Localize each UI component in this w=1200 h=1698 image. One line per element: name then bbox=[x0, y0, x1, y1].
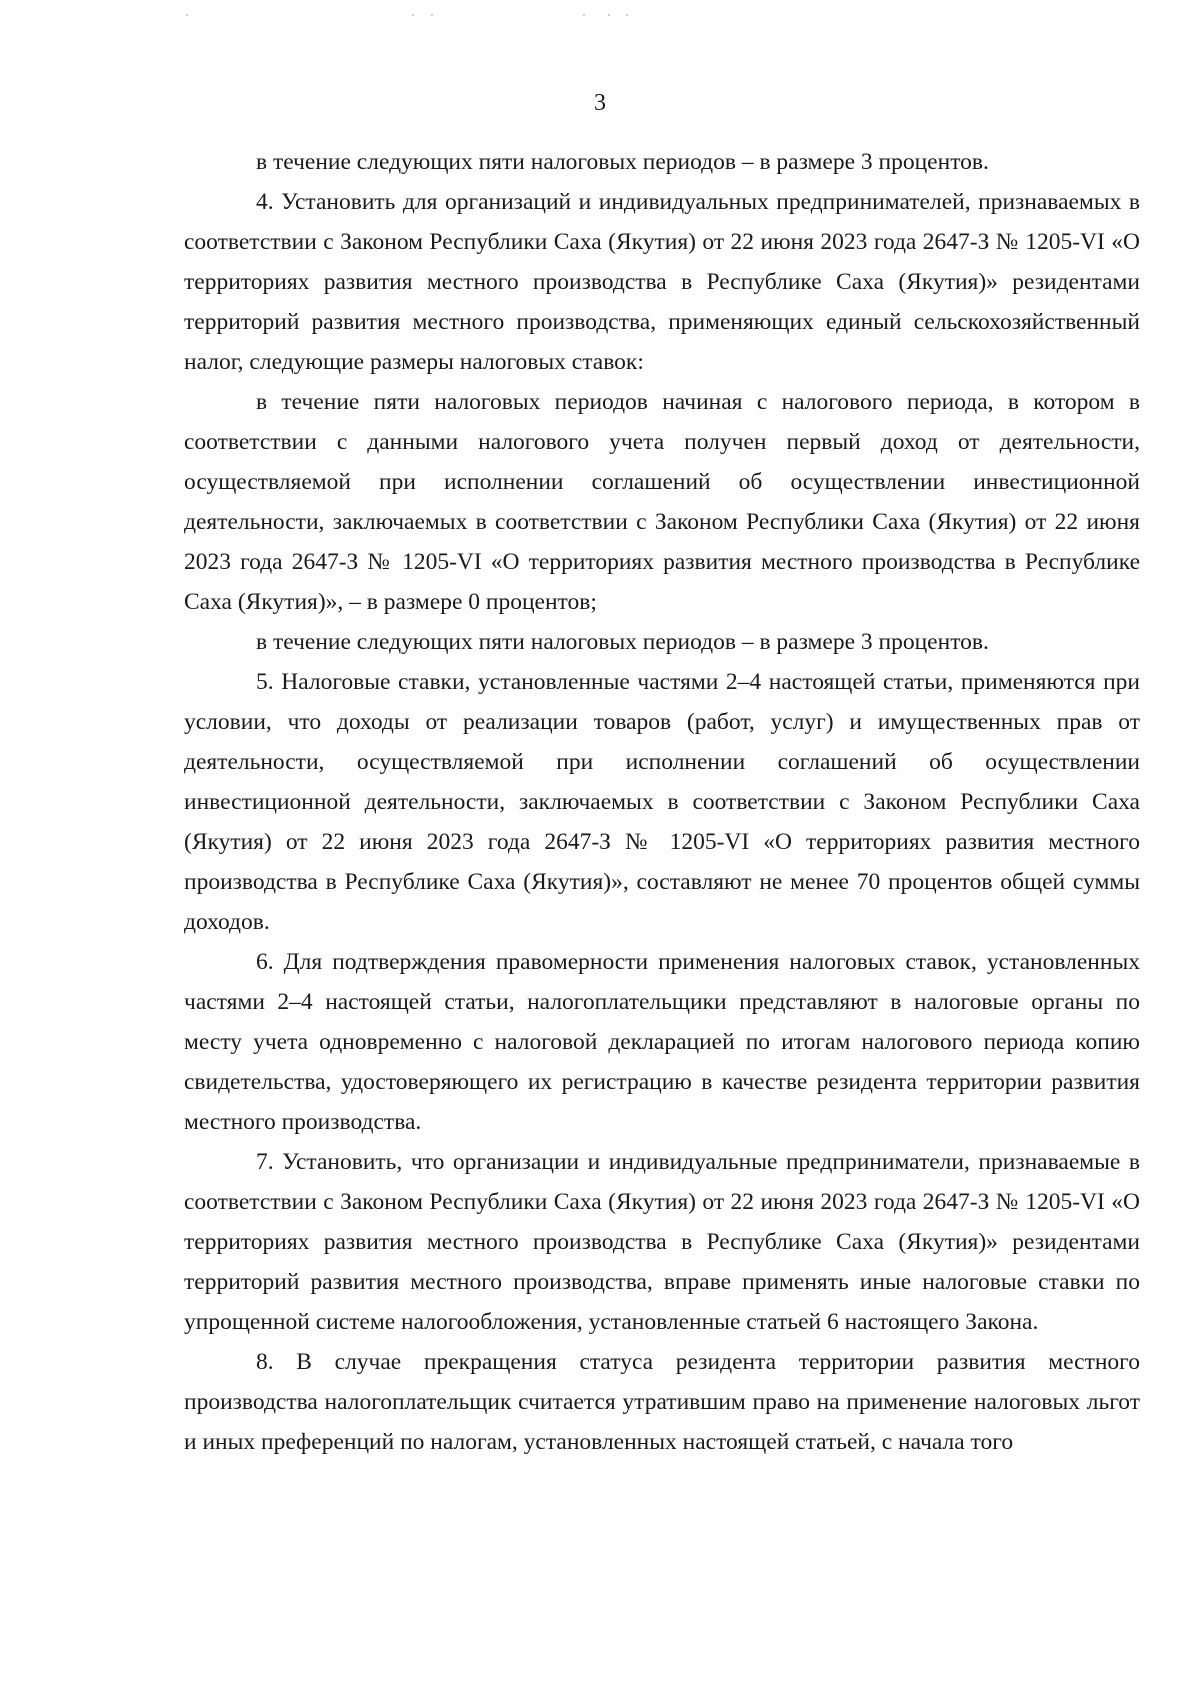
scan-speck bbox=[626, 14, 628, 16]
paragraph-item-7: 7. Установить, что организации и индивидуальные предприниматели, признаваемые в соответствии с Законом Республики Саха (Якутия) от 22 июня 2023 года 2647-З № 1205-VI «О территориях развития местного производства в Республике Саха (Якутия)» резидентами территорий развития местного производства, вправе применять иные налоговые ставки по упрощенной системе налогообложения, установленные статьей 6 настоящего Закона. bbox=[184, 1149, 1140, 1335]
scan-artifacts bbox=[0, 14, 1200, 20]
paragraph-item-8: 8. В случае прекращения статуса резидента территории развития местного производства налогоплательщик считается утратившим право на применение налоговых льгот и иных преференций по налогам, установленных настоящей статьей, с начала того bbox=[184, 1349, 1140, 1455]
paragraph-item-4-rate-zero: в течение пяти налоговых периодов начиная с налогового периода, в котором в соответствии с данными налогового учета получен первый доход от деятельности, осуществляемой при исполнении соглашений об осуществлении инвестиционной деятельности, заключаемых в соответствии с Законом Республики Саха (Якутия) от 22 июня 2023 года 2647-З № 1205-VI «О территориях развития местного производства в Республике Саха (Якутия)», – в размере 0 процентов; bbox=[184, 389, 1140, 615]
document-body bbox=[184, 142, 1140, 1462]
scan-speck bbox=[583, 14, 585, 16]
page-number: 3 bbox=[594, 90, 606, 116]
paragraph-continuation: в течение следующих пяти налоговых периодов – в размере 3 процентов. bbox=[256, 149, 989, 175]
paragraph-item-4: 4. Установить для организаций и индивидуальных предпринимателей, признаваемых в соответствии с Законом Республики Саха (Якутия) от 22 июня 2023 года 2647-З № 1205-VI «О территориях развития местного производства в Республике Саха (Якутия)» резидентами территорий развития местного производства, применяющих единый сельскохозяйственный налог, следующие размеры налоговых ставок: bbox=[184, 189, 1140, 375]
scan-speck bbox=[431, 14, 433, 16]
paragraph-item-4-rate-three: в течение следующих пяти налоговых периодов – в размере 3 процентов. bbox=[256, 629, 989, 655]
paragraph-item-6: 6. Для подтверждения правомерности применения налоговых ставок, установленных частями 2–4 настоящей статьи, налогоплательщики представляют в налоговые органы по месту учета одновременно с налоговой декларацией по итогам налогового периода копию свидетельства, удостоверяющего их регистрацию в качестве резидента территории развития местного производства. bbox=[184, 949, 1140, 1135]
scan-speck bbox=[412, 14, 414, 16]
paragraph-item-5: 5. Налоговые ставки, установленные частями 2–4 настоящей статьи, применяются при условии, что доходы от реализации товаров (работ, услуг) и имущественных прав от деятельности, осуществляемой при исполнении соглашений об осуществлении инвестиционной деятельности, заключаемых в соответствии с Законом Республики Саха (Якутия) от 22 июня 2023 года 2647-З № 1205-VI «О территориях развития местного производства в Республике Саха (Якутия)», составляют не менее 70 процентов общей суммы доходов. bbox=[184, 669, 1140, 935]
scan-speck bbox=[608, 14, 610, 16]
scan-speck bbox=[186, 14, 188, 16]
